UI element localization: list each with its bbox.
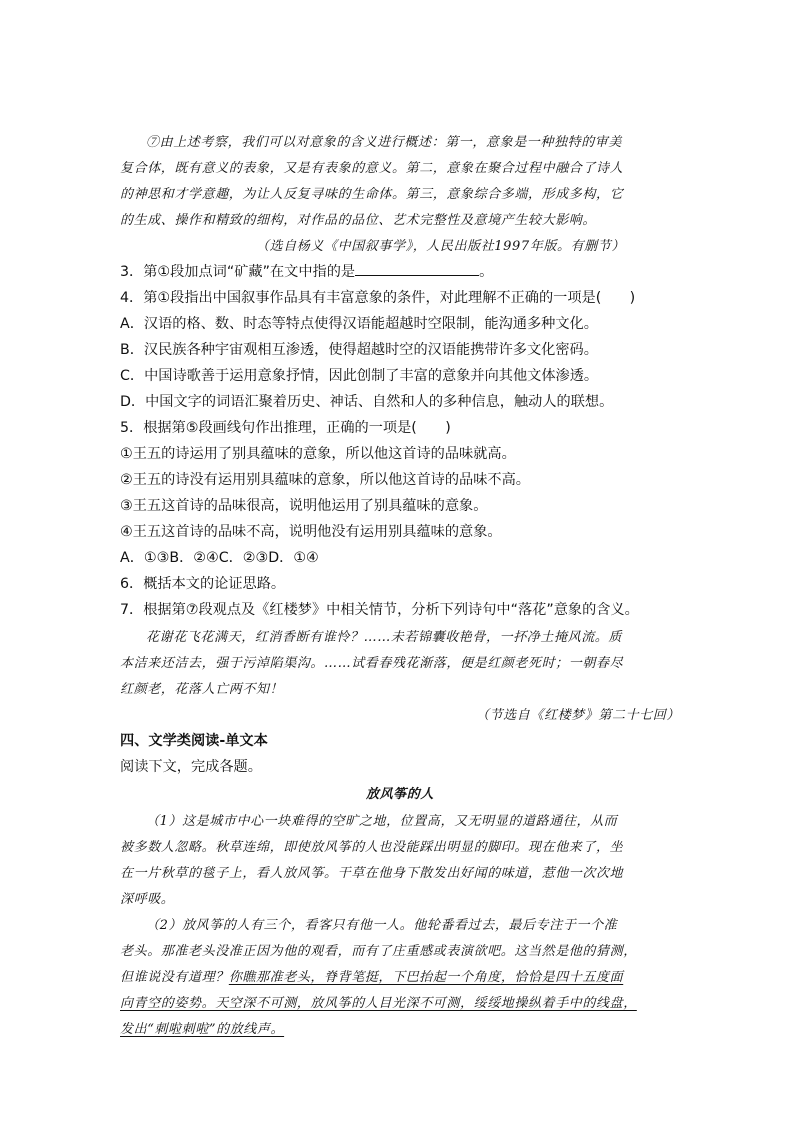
question-5-statement-4: ④王五这首诗的品味不高，说明他没有运用别具蕴味的意象。 — [120, 524, 502, 540]
question-4-option-c: C．中国诗歌善于运用意象抒情，因此创制了丰富的意象并向其他文体渗透。 — [120, 368, 599, 384]
question-6: 6．概括本文的论证思路。 — [120, 576, 286, 592]
para7-line-2: 复合体，既有意义的表象，又是有表象的意义。第二，意象在聚合过程中融合了诗人 — [120, 161, 624, 176]
underlined-sentence: 你瞧那准老头，脊背笔挺，下巴抬起一个角度，恰恰是四十五度面 — [228, 970, 624, 985]
story-p2-line-5-underlined: 发出“刺啦刺啦”的放线声。 — [120, 1022, 285, 1037]
question-5-statement-1: ①王五的诗运用了别具蕴味的意象，所以他这首诗的品味就高。 — [120, 446, 516, 462]
question-3-end: 。 — [479, 264, 494, 280]
poem-line-2: 本洁来还洁去，强于污淖陷渠沟。……试看春残花渐落，便是红颜老死时；一朝春尽 — [120, 656, 624, 671]
story-p2-line-1: （2）放风筝的人有三个，看客只有他一人。他轮番看过去，最后专注于一个准 — [146, 918, 618, 933]
question-4: 4．第①段指出中国叙事作品具有丰富意象的条件，对此理解不正确的一项是( ) — [120, 290, 636, 306]
question-3 — [120, 261, 680, 281]
question-4-option-d: D．中国文字的词语汇聚着历史、神话、自然和人的多种信息，触动人的联想。 — [120, 394, 614, 410]
section-heading: 四、文学类阅读-单文本 — [120, 733, 268, 749]
question-7: 7．根据第⑦段观点及《红楼梦》中相关情节，分析下列诗句中“落花”意象的含义。 — [120, 602, 639, 618]
question-5-statement-2: ②王五的诗没有运用别具蕴味的意象，所以他这首诗的品味不高。 — [120, 472, 530, 488]
para7-source: （选自杨义《中国叙事学》，人民出版社1997年版。有删节） — [256, 239, 625, 254]
story-p1-line-2: 被多数人忽略。秋草连绵，即使放风筝的人也没能踩出明显的脚印。现在他来了，坐 — [120, 840, 624, 855]
poem-line-3: 红颜老，花落人亡两不知！ — [120, 682, 284, 697]
story-p1-line-3: 在一片秋草的毯子上，看人放风筝。干草在他身下散发出好闻的味道，惹他一次次地 — [120, 866, 624, 881]
question-3-text: 3．第①段加点词“矿藏”在文中指的是 — [120, 264, 356, 280]
question-4-option-a: A．汉语的格、数、时态等特点使得汉语能超越时空限制，能沟通多种文化。 — [120, 316, 598, 332]
story-p2-line-3-plain: 但谁说没有道理？ — [120, 970, 229, 985]
story-title: 放风筝的人 — [365, 787, 434, 802]
question-4-option-b: B．汉民族各种宇宙观相互渗透，使得超越时空的汉语能携带许多文化密码。 — [120, 342, 598, 358]
story-p2-line-3 — [120, 966, 680, 985]
para7-line-3: 的神思和才学意趣，为让人反复寻味的生命体。第三，意象综合多端，形成多构，它 — [120, 187, 624, 202]
poem-line-1: 花谢花飞花满天，红消香断有谁怜？……未若锦囊收艳骨，一抔净土掩风流。质 — [146, 630, 623, 645]
para7-line-4: 的生成、操作和精致的细构，对作品的品位、艺术完整性及意境产生较大影响。 — [120, 213, 597, 228]
question-5-statement-3: ③王五这首诗的品味很高，说明他运用了别具蕴味的意象。 — [120, 498, 488, 514]
question-5-options: A．①③B．②④C．②③D．①④ — [120, 550, 319, 566]
section-instruction: 阅读下文，完成各题。 — [120, 759, 262, 775]
question-5: 5．根据第⑤段画线句作出推理，正确的一项是( ) — [120, 420, 451, 436]
story-p2-line-2: 老头。那准老头没准正因为他的观看，而有了庄重感或表演欲吧。这当然是他的猜测， — [120, 944, 637, 959]
story-p1-line-1: （1）这是城市中心一块难得的空旷之地，位置高，又无明显的道路通往，从而 — [146, 814, 618, 829]
answer-blank[interactable] — [355, 263, 479, 276]
poem-source: （节选自《红楼梦》第二十七回） — [475, 708, 680, 723]
story-p1-line-4: 深呼吸。 — [120, 892, 175, 907]
para7-line-1: ⑦由上述考察，我们可以对意象的含义进行概述：第一，意象是一种独特的审美 — [146, 135, 623, 150]
story-p2-line-4-underlined: 向青空的姿势。天空深不可测，放风筝的人目光深不可测，绥绥地操纵着手中的线盘， — [120, 996, 637, 1011]
